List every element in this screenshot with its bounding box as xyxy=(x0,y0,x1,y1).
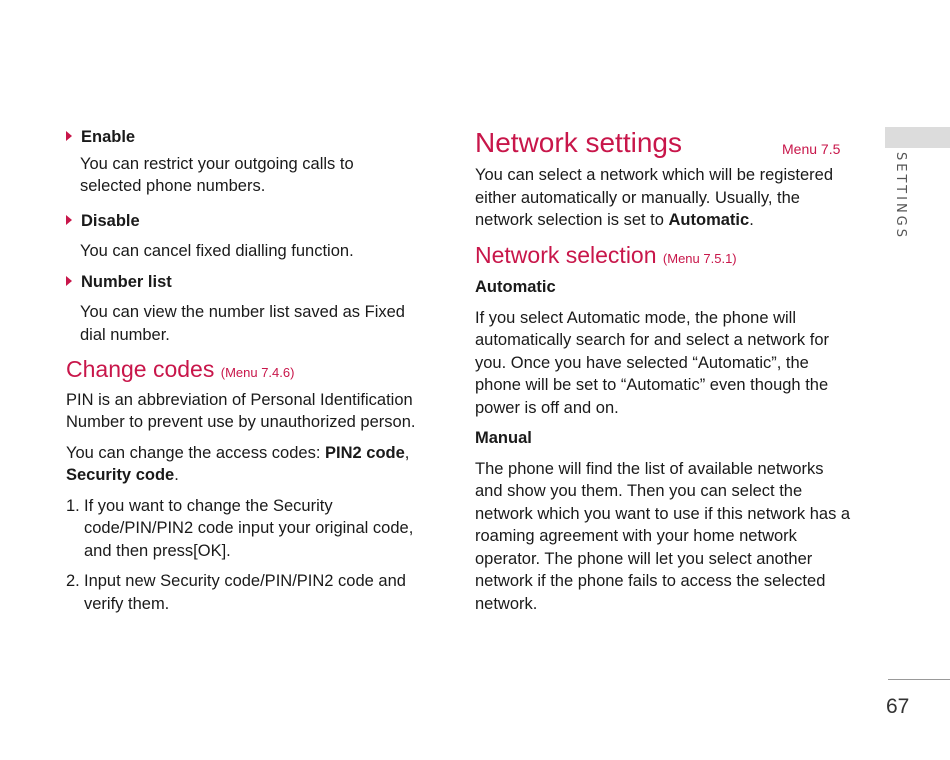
step-text: If you want to change the Security code/PIN/PIN2 code input your original code, and then press[OK]. xyxy=(84,496,414,560)
network-settings-intro xyxy=(475,164,850,232)
triangle-bullet-icon xyxy=(66,131,72,141)
network-settings-menu-ref: Menu 7.5 xyxy=(782,141,841,157)
intro-end: . xyxy=(749,211,754,229)
section-label: SETTINGS xyxy=(893,152,908,241)
manual-text: The phone will find the list of available networks and show you them. Then you can select the network which you want to use if this network has a roaming agreement with your home network operator. The phone will let you select another network if the phone fails to access the selected network. xyxy=(475,459,851,613)
triangle-bullet-icon xyxy=(66,215,72,225)
enable-label: Enable xyxy=(81,128,136,146)
step-number: 1. xyxy=(66,496,80,515)
change-codes-intro: PIN is an abbreviation of Personal Identification Number to prevent use by unauthorized person. xyxy=(66,390,416,431)
section-tab xyxy=(885,127,950,148)
network-settings-title: Network settings xyxy=(475,127,682,158)
number-list-label: Number list xyxy=(81,272,172,291)
access-prefix: You can change the access codes: xyxy=(66,443,325,462)
network-selection-menu-ref: (Menu 7.5.1) xyxy=(662,250,737,266)
page-number: 67 xyxy=(886,695,910,718)
change-codes-heading xyxy=(66,358,416,385)
automatic-term: Automatic xyxy=(668,211,750,229)
footer-divider xyxy=(888,679,950,680)
automatic-label: Automatic xyxy=(475,278,556,296)
security-code-term: Security code xyxy=(66,466,175,484)
disable-text: You can cancel fixed dialling function. xyxy=(80,242,354,260)
step-text: Input new Security code/PIN/PIN2 code and verify them. xyxy=(84,572,406,613)
access-end: . xyxy=(174,466,179,484)
manual-label: Manual xyxy=(475,429,532,447)
disable-label: Disable xyxy=(81,211,140,230)
enable-text: You can restrict your outgoing calls to selected phone numbers. xyxy=(80,154,354,195)
enable-item xyxy=(66,126,416,149)
number-list-text: You can view the number list saved as Fixed dial number. xyxy=(80,303,405,344)
network-selection-title: Network selection xyxy=(475,241,657,268)
intro-text: You can select a network which will be registered either automatically or manually. Usually, the network selection is set to xyxy=(475,166,833,229)
left-column xyxy=(66,126,416,615)
access-sep: , xyxy=(404,443,410,462)
step-item xyxy=(66,570,416,615)
change-codes-menu-ref: (Menu 7.4.6) xyxy=(220,365,295,380)
change-codes-steps xyxy=(66,495,416,616)
number-list-item xyxy=(66,271,416,294)
triangle-bullet-icon xyxy=(66,276,72,286)
change-codes-access xyxy=(66,442,416,487)
right-column xyxy=(475,126,855,615)
step-number: 2. xyxy=(66,572,80,590)
network-selection-heading xyxy=(475,241,855,271)
disable-item xyxy=(66,210,416,233)
pin2-code-term: PIN2 code xyxy=(325,443,405,462)
automatic-text: If you select Automatic mode, the phone will automatically search for and select a network for you. Once you have selected “Automatic”, the phone will be set to “Automatic” even though the power is off and on. xyxy=(475,308,830,417)
change-codes-title: Change codes xyxy=(66,356,215,382)
step-item xyxy=(66,495,416,563)
network-settings-heading xyxy=(475,126,855,160)
